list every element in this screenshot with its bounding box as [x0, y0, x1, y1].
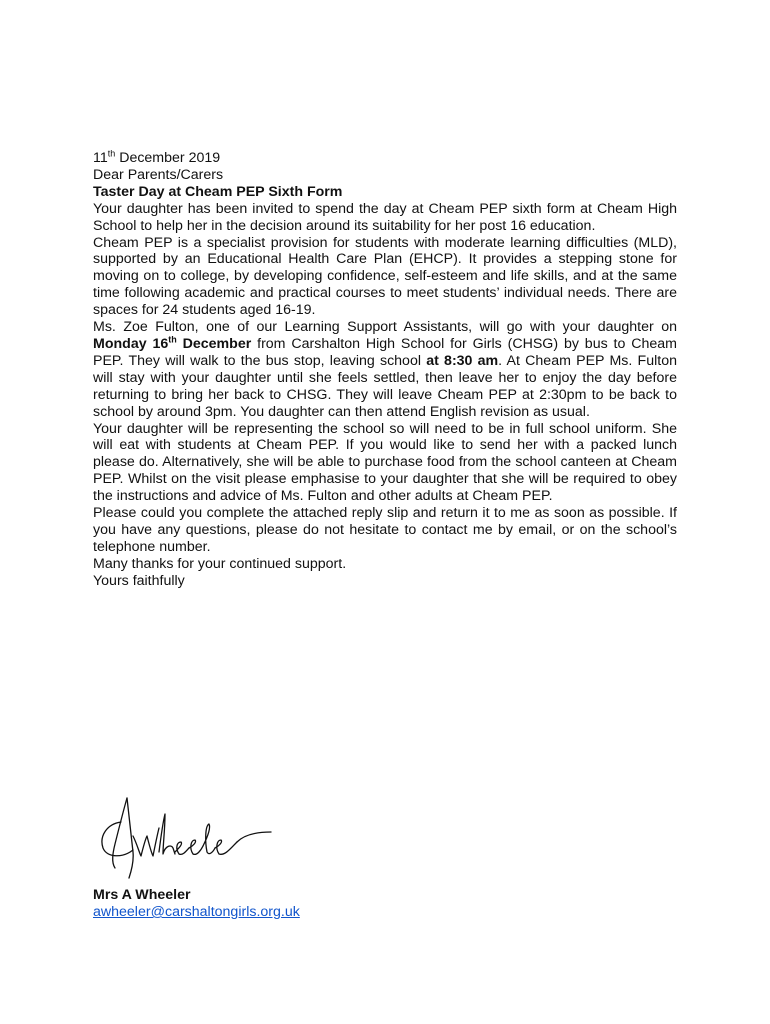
signature-stroke [113, 798, 127, 868]
paragraph-invitation: Your daughter has been invited to spend the day at Cheam PEP sixth form at Cheam High School to help her in the decision around its suitability for her post 16 education. [93, 200, 677, 234]
paragraph-about-cheam-pep: Cheam PEP is a specialist provision for students with moderate learning difficulties (MLD), supported by an Educational Health Care Plan (EHCP). It provides a stepping stone for moving on to college, by developing confidence, self-esteem and life skills, and at the same time following academic and practical courses to meet students’ individual needs. There are spaces for 24 students aged 16-19. [93, 234, 677, 319]
closing-line: Yours faithfully [93, 572, 185, 589]
paragraph-reply-slip: Please could you complete the attached reply slip and return it to me as soon as possible. If you have any questions, please do not hesitate to contact me by email, or on the school’s telephone number. [93, 505, 677, 555]
signature-stroke [237, 832, 271, 842]
signature-stroke [203, 824, 215, 854]
salutation: Dear Parents/Carers [93, 166, 224, 183]
letter-body [93, 150, 677, 590]
paragraph-travel-arrangements: Ms. Zoe Fulton, one of our Learning Support Assistants, will go with your daughter on Monday 16th December from Carshalton High School for Girls (CHSG) by bus to Cheam PEP. They will walk to the bus stop, leaving school at 8:30 am. At Cheam PEP Ms. Fulton will stay with your daughter until she feels settled, then leave her to enjoy the day before returning to bring her back to CHSG. They will leave Cheam PEP at 2:30pm to be back to school by around 3pm. You daughter can then attend English revision as usual. [93, 319, 677, 420]
signature-stroke [102, 822, 133, 856]
thanks-line: Many thanks for your continued support. [93, 555, 347, 572]
signer-email-link[interactable]: awheeler@carshaltongirls.org.uk [93, 904, 300, 920]
signature-stroke [133, 828, 159, 856]
letter-subject: Taster Day at Cheam PEP Sixth Form [93, 183, 343, 200]
signer-block [93, 887, 300, 921]
letter-date: 11th December 2019 [93, 148, 221, 166]
signature-stroke [215, 840, 237, 854]
signature-stroke [189, 840, 203, 854]
signature-stroke [175, 842, 189, 854]
signature-stroke [127, 798, 133, 878]
handwritten-signature [93, 792, 283, 882]
signature-stroke [159, 814, 175, 854]
signer-name: Mrs A Wheeler [93, 887, 191, 903]
paragraph-uniform-and-lunch: Your daughter will be representing the school so will need to be in full school uniform. She will eat with students at Cheam PEP. If you would like to send her with a packed lunch please do. Alternatively, she will be able to purchase food from the school canteen at Cheam PEP. Whilst on the visit please emphasise to your daughter that she will be required to obey the instructions and advice of Ms. Fulton and other adults at Cheam PEP. [93, 420, 677, 505]
